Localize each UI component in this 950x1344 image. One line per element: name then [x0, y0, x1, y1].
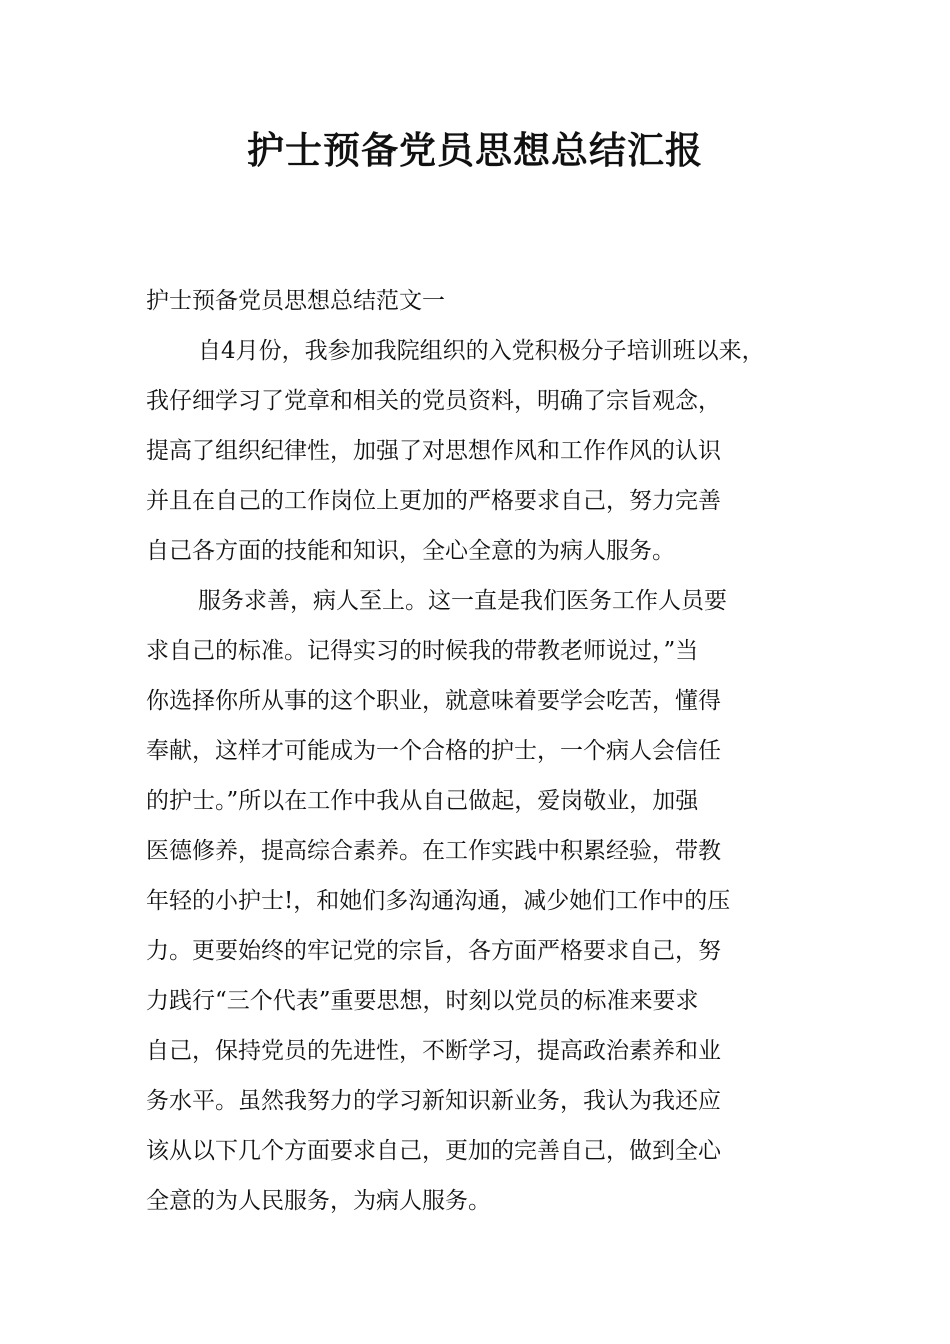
paragraph-line: 力。更要始终的牢记党的宗旨，各方面严格要求自己，努 — [146, 938, 721, 964]
paragraph-line: 提高了组织纪律性，加强了对思想作风和工作作风的认识 — [146, 438, 721, 464]
paragraph-line: 自4月份，我参加我院组织的入党积极分子培训班以来， — [198, 338, 765, 364]
document-title: 护士预备党员思想总结汇报 — [247, 129, 703, 172]
paragraph-line: 医德修养，提高综合素养。在工作实践中积累经验，带教 — [146, 838, 721, 864]
paragraph-1 — [146, 326, 811, 576]
paragraph-line: 求自己的标准。记得实习的时候我的带教老师说过，”当 — [146, 638, 699, 664]
paragraph-line: 务水平。虽然我努力的学习新知识新业务，我认为我还应 — [146, 1088, 721, 1114]
paragraph-2 — [146, 576, 811, 1226]
paragraph-line: 自己各方面的技能和知识，全心全意的为病人服务。 — [146, 538, 675, 564]
paragraph-line: 年轻的小护士!，和她们多沟通沟通，减少她们工作中的压 — [146, 888, 731, 914]
paragraph-line: 该从以下几个方面要求自己，更加的完善自己，做到全心 — [146, 1138, 721, 1164]
paragraph-line: 我仔细学习了党章和相关的党员资料，明确了宗旨观念， — [146, 388, 721, 414]
paragraph-line: 自己，保持党员的先进性，不断学习，提高政治素养和业 — [146, 1038, 721, 1064]
paragraph-line: 并且在自己的工作岗位上更加的严格要求自己，努力完善 — [146, 488, 721, 514]
paragraph-line: 的护士。”所以在工作中我从自己做起，爱岗敬业，加强 — [146, 788, 699, 814]
paragraph-line: 全意的为人民服务，为病人服务。 — [146, 1188, 491, 1214]
document-body — [146, 276, 811, 1226]
document-subtitle: 护士预备党员思想总结范文一 — [146, 288, 445, 314]
paragraph-line: 奉献，这样才可能成为一个合格的护士，一个病人会信任 — [146, 738, 721, 764]
paragraph-line: 服务求善，病人至上。这一直是我们医务工作人员要 — [198, 588, 727, 614]
paragraph-line: 你选择你所从事的这个职业，就意味着要学会吃苦，懂得 — [146, 688, 721, 714]
paragraph-line: 力践行“三个代表”重要思想，时刻以党员的标准来要求 — [146, 988, 699, 1014]
